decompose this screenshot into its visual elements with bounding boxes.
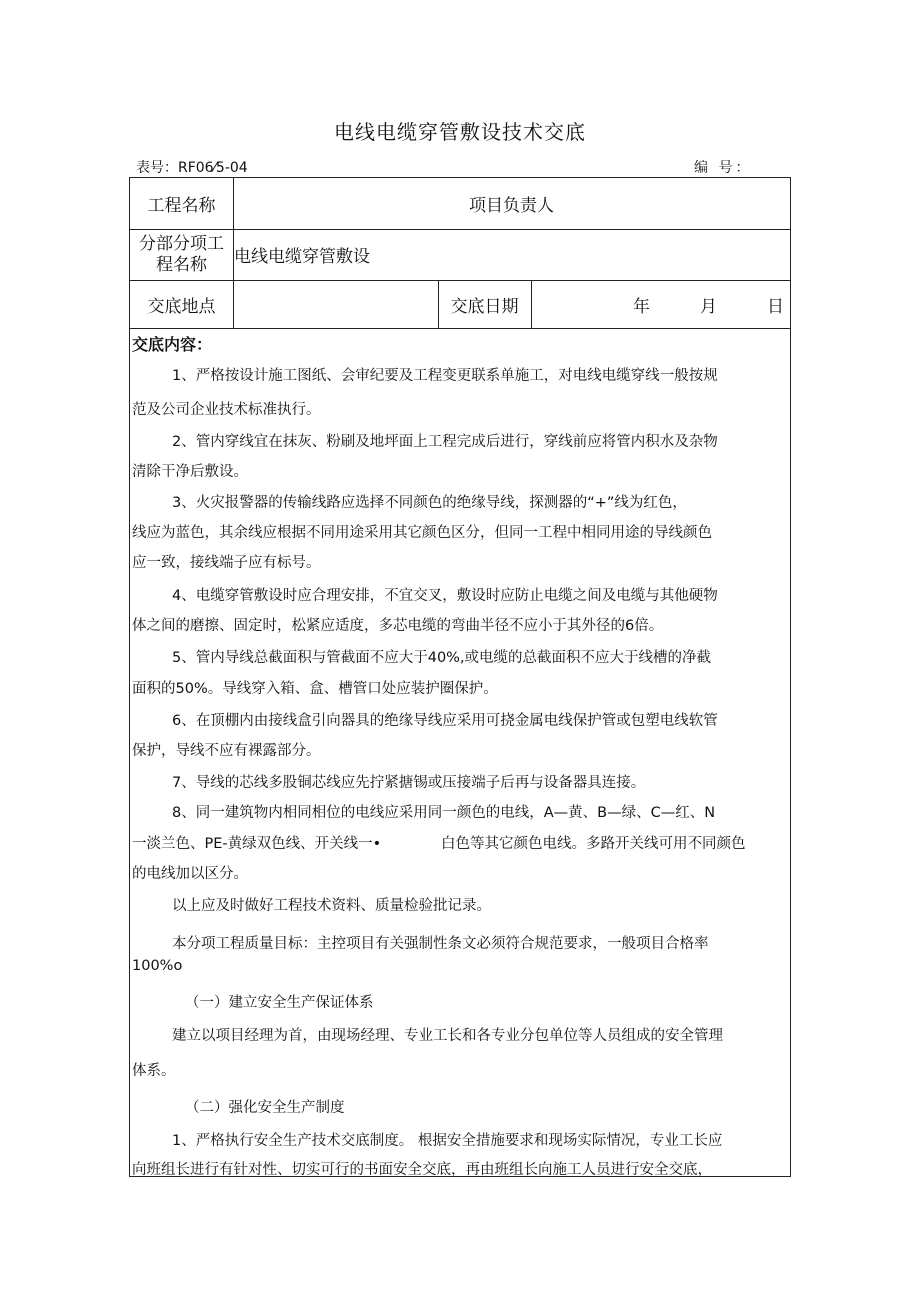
serial-number-label: 编 号： bbox=[694, 160, 753, 176]
content-line: 体系。 bbox=[132, 1063, 176, 1079]
subproject-label bbox=[130, 229, 233, 280]
content-line: 1、严格按设计施工图纸、会审纪要及工程变更联系单施工，对电线电缆穿线一般按规 bbox=[172, 368, 718, 384]
content-heading: 交底内容： bbox=[132, 335, 213, 354]
subproject-label-line2: 程名称 bbox=[156, 254, 207, 275]
content-line: 向班组长进行有针对性、切实可行的书面安全交底，再由班组长向施工人员进行安全交底， bbox=[132, 1162, 712, 1178]
row-divider bbox=[130, 328, 790, 329]
content-line: 5、管内导线总截面积与管截面不应大于40%,或电缆的总截面积不应大于线槽的净截 bbox=[172, 650, 712, 666]
date-month: 月 bbox=[700, 296, 717, 317]
location-value bbox=[234, 280, 438, 328]
project-name-label: 工程名称 bbox=[147, 196, 216, 216]
content-line: 线应为蓝色，其余线应根据不同用途采用其它颜色区分，但同一工程中相同用途的导线颜色 bbox=[132, 525, 712, 541]
content-line: 一淡兰色、PE-黄绿双色线、开关线一• bbox=[132, 836, 382, 852]
content-line: 100%o bbox=[132, 958, 183, 974]
project-manager-label: 项目负责人 bbox=[469, 196, 554, 216]
subproject-value: 电线电缆穿管敷设 bbox=[234, 247, 370, 267]
content-line: 本分项工程质量目标：主控项目有关强制性条文必须符合规范要求，一般项目合格率 bbox=[172, 936, 709, 952]
content-line: 保护，导线不应有裸露部分。 bbox=[132, 743, 321, 759]
page-title: 电线电缆穿管敷设技术交底 bbox=[334, 120, 586, 144]
column-divider bbox=[531, 280, 532, 328]
content-line: 的电线加以区分。 bbox=[132, 866, 248, 882]
date-year: 年 bbox=[633, 296, 650, 317]
content-line: 7、导线的芯线多股铜芯线应先拧紧搪锡或压接端子后再与设备器具连接。 bbox=[172, 775, 646, 791]
date-label: 交底日期 bbox=[450, 296, 519, 317]
content-line: 4、电缆穿管敷设时应合理安排，不宜交叉，敷设时应防止电缆之间及电缆与其他硬物 bbox=[172, 588, 718, 604]
content-line: 6、在顶棚内由接线盒引向器具的绝缘导线应采用可挠金属电线保护管或包塑电线软管 bbox=[172, 713, 718, 729]
content-line: 面积的50%。导线穿入箱、盒、槽管口处应装护圈保护。 bbox=[132, 681, 498, 697]
form-number: 表号：RF06⁄5-04 bbox=[136, 160, 248, 176]
disclosure-table bbox=[129, 177, 791, 1177]
content-line: 清除干净后敷设。 bbox=[132, 464, 248, 480]
date-day: 日 bbox=[767, 296, 784, 317]
content-line: 3、火灾报警器的传输线路应选择不同颜色的绝缘导线，探测器的“+”线为红色， bbox=[172, 495, 687, 511]
content-line: 2、管内穿线宜在抹灰、粉刷及地坪面上工程完成后进行，穿线前应将管内积水及杂物 bbox=[172, 434, 718, 450]
subproject-label-line1: 分部分项工 bbox=[139, 233, 224, 254]
content-line: 8、同一建筑物内相同相位的电线应采用同一颜色的电线，A—黄、B—绿、C—红、N bbox=[172, 805, 716, 821]
content-line: 体之间的磨擦、固定时，松紧应适度，多芯电缆的弯曲半径不应小于其外径的6倍。 bbox=[132, 618, 664, 634]
content-line: 以上应及时做好工程技术资料、质量检验批记录。 bbox=[172, 898, 491, 914]
location-label: 交底地点 bbox=[147, 296, 216, 317]
content-line: （一）建立安全生产保证体系 bbox=[185, 995, 374, 1011]
content-line: 建立以项目经理为首，由现场经理、专业工长和各专业分包单位等人员组成的安全管理 bbox=[172, 1028, 723, 1044]
content-line: 范及公司企业技术标准执行。 bbox=[132, 402, 321, 418]
content-line: 1、严格执行安全生产技术交底制度。 根据安全措施要求和现场实际情况，专业工长应 bbox=[172, 1133, 723, 1149]
content-line: 白色等其它颜色电线。多路开关线可用不同颜色 bbox=[441, 836, 746, 852]
content-line: 应一致，接线端子应有标号。 bbox=[132, 555, 321, 571]
content-line: （二）强化安全生产制度 bbox=[185, 1100, 345, 1116]
